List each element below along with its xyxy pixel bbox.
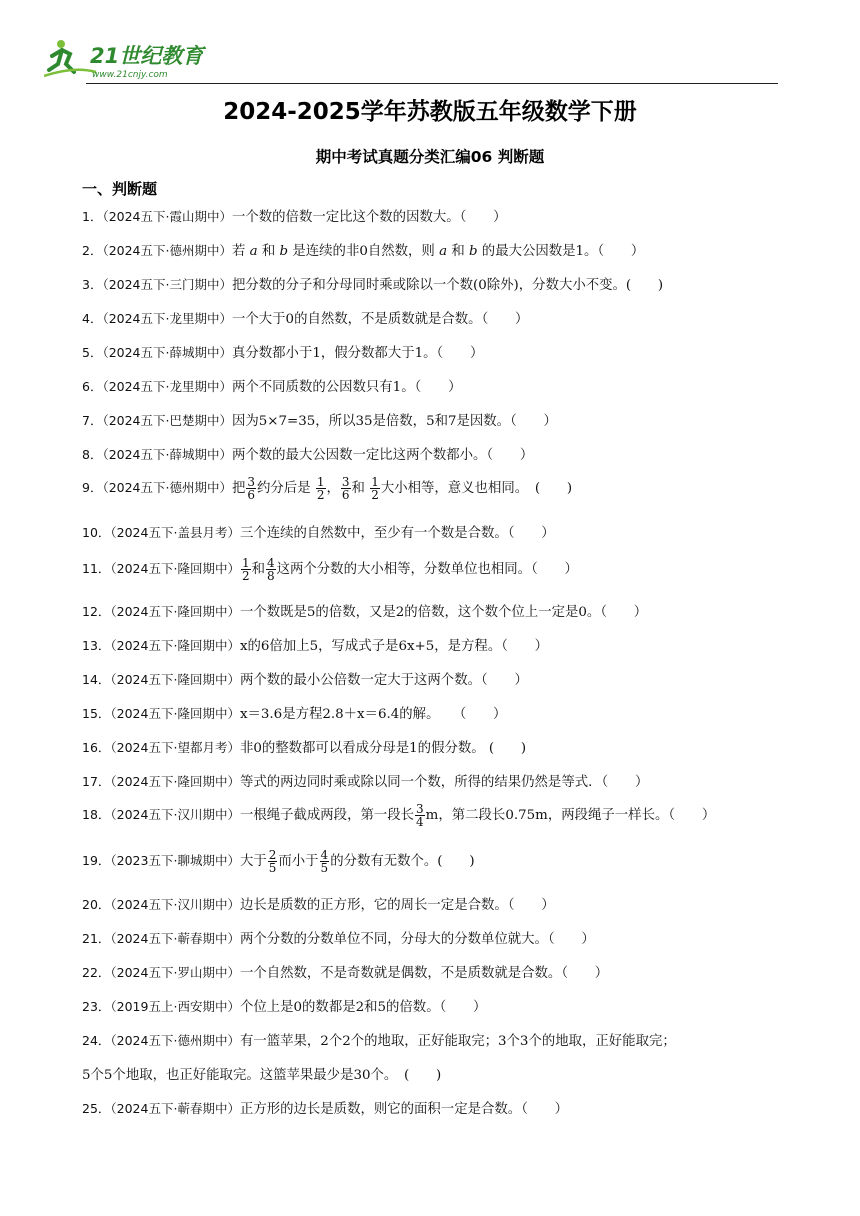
fraction: $\frac{4}{5}$ xyxy=(320,848,329,875)
question-15: 15．（2024五下·隆回期中）x＝3.6是方程2.8＋x＝6.4的解。 （ ） xyxy=(82,706,507,722)
question-16: 16．（2024五下·望都月考）非0的整数都可以看成分母是1的假分数。 ( ) xyxy=(82,740,527,756)
logo-21cnjy xyxy=(44,36,214,82)
question-20: 20．（2024五下·汉川期中）边长是质数的正方形，它的周长一定是合数。（ ） xyxy=(82,897,555,913)
question-5: 5．（2024五下·薛城期中）真分数都小于1，假分数都大于1。（ ） xyxy=(82,345,484,361)
fraction: $\frac{3}{4}$ xyxy=(416,802,424,829)
question-8: 8．（2024五下·薛城期中）两个数的最大公因数一定比这两个数都小。（ ） xyxy=(82,447,534,463)
question-22: 22．（2024五下·罗山期中）一个自然数，不是奇数就是偶数，不是质数就是合数。（ ） xyxy=(82,965,609,981)
page-title: 2024-2025学年苏教版五年级数学下册 xyxy=(223,99,637,125)
question-1: 1．（2024五下·霞山期中）一个数的倍数一定比这个数的因数大。（ ） xyxy=(82,209,507,225)
question-18: 18．（2024五下·汉川期中）一根绳子截成两段，第一段长 $\frac{3}{4}$ m，第二段长0.75m，两段绳子一样长。（ ） xyxy=(82,802,716,829)
fraction: $\frac{1}{2}$ xyxy=(371,475,379,502)
logo-text: 21世纪教育 xyxy=(90,44,204,68)
page-header xyxy=(44,36,778,88)
question-12: 12．（2024五下·隆回期中）一个数既是5的倍数，又是2的倍数，这个数个位上一定是0。（ ） xyxy=(82,604,648,620)
question-4: 4．（2024五下·龙里期中）一个大于0的自然数，不是质数就是合数。（ ） xyxy=(82,311,529,327)
fraction: $\frac{3}{6}$ xyxy=(247,475,256,502)
runner-icon xyxy=(44,40,96,76)
page-subtitle: 期中考试真题分类汇编06 判断题 xyxy=(315,148,545,166)
question-13: 13．（2024五下·隆回期中）x的6倍加上5，写成式子是6x+5，是方程。（ ） xyxy=(82,638,549,654)
question-19: 19．（2023五下·聊城期中）大于 $\frac{2}{5}$ 而小于 $\frac{4}{5}$ 的分数有无数个。( ) xyxy=(82,848,475,875)
fraction: $\frac{2}{5}$ xyxy=(268,848,277,875)
question-6: 6．（2024五下·龙里期中）两个不同质数的公因数只有1。（ ） xyxy=(82,379,462,395)
fraction: $\frac{1}{2}$ xyxy=(241,556,250,583)
question-25: 25．（2024五下·蕲春期中）正方形的边长是质数，则它的面积一定是合数。（ ） xyxy=(82,1101,569,1117)
question-2: 2．（2024五下·德州期中）若 a 和 b 是连续的非0自然数，则 a 和 b 的最大公因数是1。（ ） xyxy=(82,243,645,259)
question-9: 9．（2024五下·德州期中）把 $\frac{3}{6}$ 约分后是 $\frac{1}{2}$ ， $\frac{3}{6}$ 和 $\frac{1}{2}$ 大小相等，意义也相同。 ( ) xyxy=(82,475,573,502)
question-10: 10．（2024五下·盖县月考）三个连续的自然数中，至少有一个数是合数。（ ） xyxy=(82,525,555,541)
question-11: 11．（2024五下·隆回期中） $\frac{1}{2}$ 和 $\frac{4}{8}$ 这两个分数的大小相等，分数单位也相同。（ ） xyxy=(82,556,578,583)
question-24-continued: 5个5个地取，也正好能取完。这篮苹果最少是30个。 ( ) xyxy=(82,1068,442,1083)
logo-url: www.21cnjy.com xyxy=(92,70,168,80)
question-7: 7．（2024五下·巴楚期中）因为5×7=35，所以35是倍数，5和7是因数。（ ） xyxy=(82,413,557,429)
question-21: 21．（2024五下·蕲春期中）两个分数的分数单位不同，分母大的分数单位就大。（ ） xyxy=(82,931,595,947)
section-heading: 一、判断题 xyxy=(82,180,158,198)
fraction: $\frac{1}{2}$ xyxy=(316,475,325,502)
fraction: $\frac{3}{6}$ xyxy=(341,475,350,502)
question-3: 3．（2024五下·三门期中）把分数的分子和分母同时乘或除以一个数(0除外)，分数大小不变。( ) xyxy=(82,277,664,293)
question-23: 23．（2019五上·西安期中）个位上是0的数都是2和5的倍数。（ ） xyxy=(82,999,487,1015)
question-24: 24．（2024五下·德州期中）有一篮苹果，2个2个的地取，正好能取完；3个3个的地取，正好能取完； xyxy=(82,1033,676,1049)
question-17: 17．（2024五下·隆回期中）等式的两边同时乘或除以同一个数，所得的结果仍然是等式．（ ） xyxy=(82,774,649,790)
question-14: 14．（2024五下·隆回期中）两个数的最小公倍数一定大于这两个数。（ ） xyxy=(82,672,528,688)
fraction: $\frac{4}{8}$ xyxy=(266,556,275,583)
header-rule xyxy=(86,83,778,84)
